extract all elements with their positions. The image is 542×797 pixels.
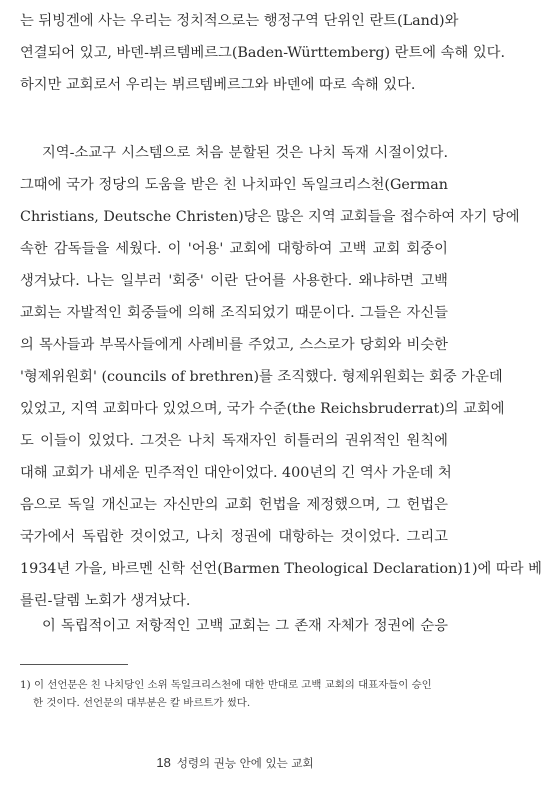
text-line: 대해 교회가 내세운 민주적인 대안이었다. 400년의 긴 역사 가운데 처 <box>20 465 452 481</box>
footnote-line: 1) 이 선언문은 친 나치당인 소위 독일크리스천에 대한 반대로 고백 교회의 대표자들이 승인 <box>20 679 432 691</box>
footnote <box>20 676 450 712</box>
footnote-divider <box>20 664 128 665</box>
text-line: 국가에서 독립한 것이었고, 나치 정권에 대항하는 것이었다. 그리고 <box>20 529 448 545</box>
text-line: 하지만 교회로서 우리는 뷔르템베르그와 바덴에 따로 속해 있다. <box>20 77 416 93</box>
text-line: 생겨났다. 나는 일부러 '회중' 이란 단어를 사용한다. 왜냐하면 고백 <box>20 273 448 289</box>
text-line: 연결되어 있고, 바덴-뷔르템베르그(Baden-Württemberg) 란트에 속해 있다. <box>20 45 505 61</box>
text-line: 교회는 자발적인 회중들에 의해 조직되었기 때문이다. 그들은 자신들 <box>20 305 448 321</box>
text-line: '형제위원회' (councils of brethren)를 조직했다. 형제위원회는 회중 가운데 <box>20 369 503 385</box>
text-line: 의 목사들과 부목사들에게 사례비를 주었고, 스스로가 당회와 비슷한 <box>20 337 448 353</box>
text-line: Christians, Deutsche Christen)당은 많은 지역 교회들을 접수하여 자기 당에 <box>20 209 520 225</box>
page-number: 18 <box>156 755 171 770</box>
text-line: 이 독립적이고 저항적인 고백 교회는 그 존재 자체가 정권에 순응 <box>42 618 448 634</box>
text-line: 그때에 국가 정당의 도움을 받은 친 나치파인 독일크리스천(German <box>20 177 448 193</box>
running-title: 성령의 권능 안에 있는 교회 <box>176 756 314 770</box>
text-line: 는 뒤빙겐에 사는 우리는 정치적으로는 행정구역 단위인 란트(Land)와 <box>20 13 459 29</box>
text-line: 지역-소교구 시스템으로 처음 분할된 것은 나치 독재 시절이었다. <box>42 145 448 161</box>
page-footer <box>0 755 470 771</box>
paragraph-2 <box>20 137 542 617</box>
paragraph-3 <box>20 610 448 642</box>
text-line: 도 이들이 있었다. 그것은 나치 독재자인 히틀러의 권위적인 원칙에 <box>20 433 448 449</box>
footnote-line: 한 것이다. 선언문의 대부분은 칼 바르트가 썼다. <box>33 697 251 709</box>
text-line: 1934년 가을, 바르멘 신학 선언(Barmen Theological Declaration)1)에 따라 베 <box>20 561 542 577</box>
text-line: 를린-달렘 노회가 생겨났다. <box>20 593 191 609</box>
text-line: 속한 감독들을 세웠다. 이 '어용' 교회에 대항하여 고백 교회 회중이 <box>20 241 448 257</box>
text-line: 있었고, 지역 교회마다 있었으며, 국가 수준(the Reichsbruderrat)의 교회에 <box>20 401 505 417</box>
paragraph-1 <box>20 5 505 101</box>
text-line: 음으로 독일 개신교는 자신만의 교회 헌법을 제정했으며, 그 헌법은 <box>20 497 448 513</box>
